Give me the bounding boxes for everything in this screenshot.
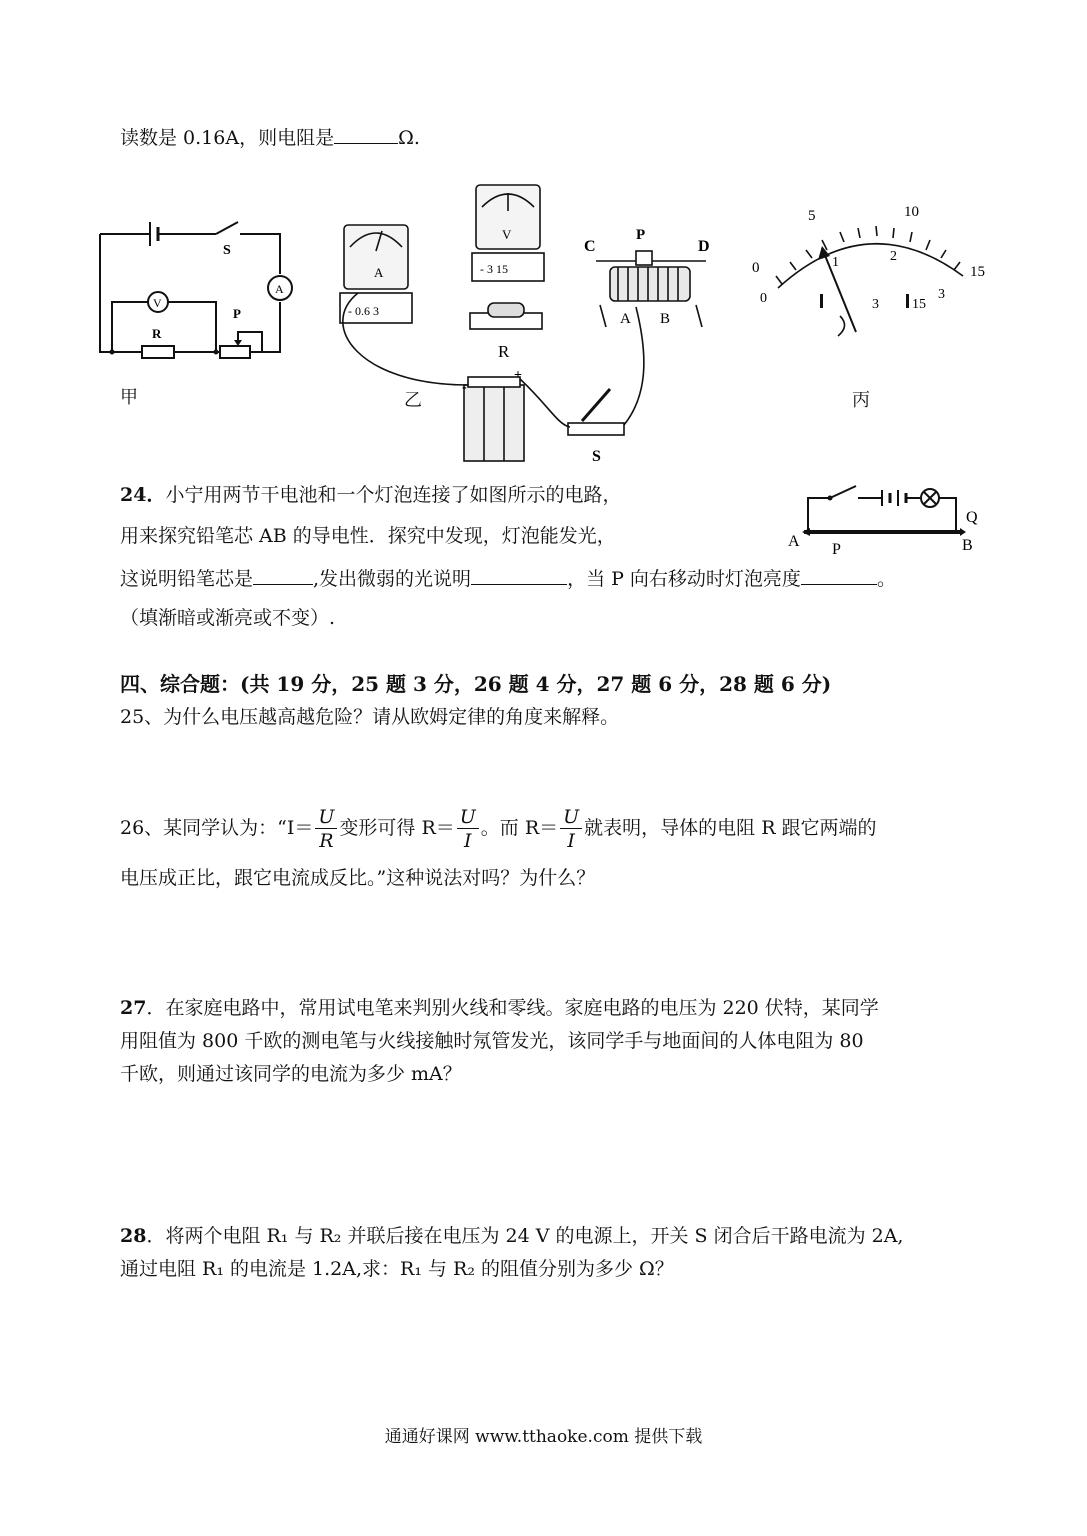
q24-line-4: （填渐暗或渐亮或不变）.: [120, 607, 336, 629]
figure-yi-label: 乙: [404, 390, 422, 411]
dial-top-15: 15: [970, 264, 985, 280]
yi-rheostat-P: P: [636, 227, 646, 243]
q26-line-1: [120, 803, 877, 853]
yi-switch-label: S: [592, 448, 601, 465]
jia-slider-label: P: [233, 306, 241, 321]
rheostat-icon: [596, 251, 706, 327]
figure-jia-label: 甲: [120, 387, 138, 408]
q27-line-1: [120, 995, 879, 1021]
q24-line-3: [120, 564, 896, 592]
q24-text-1: 小宁用两节干电池和一个灯泡连接了如图所示的电路，: [165, 484, 622, 506]
q25-text: 25、为什么电压越高越危险？请从欧姆定律的角度来解释。: [120, 706, 620, 728]
q26-text-c: 。而 R＝: [480, 817, 559, 839]
jia-voltmeter-label: V: [153, 296, 162, 310]
q23-tail-text: 读数是 0.16A，则电阻是: [120, 127, 335, 149]
yi-rheostat-B: B: [660, 311, 671, 327]
dial-top-0: 0: [752, 260, 760, 276]
figure-bing-label: 丙: [852, 390, 870, 411]
yi-rheostat-A: A: [620, 311, 631, 327]
q26-text-a: 26、某同学认为：“I＝: [120, 817, 314, 839]
q24-text-3a: 这说明铅笔芯是: [120, 568, 254, 590]
switch-icon: [568, 389, 624, 435]
dial-terminal-15: 15: [912, 297, 926, 312]
q26-text-b: 变形可得 R＝: [339, 817, 455, 839]
formula-u-over-i-2: $\frac{U}{I}$: [560, 806, 582, 853]
figure-jia-circuit: [98, 222, 298, 362]
q28-number: 28: [120, 1225, 147, 1247]
q27-number: 27: [120, 997, 147, 1019]
page-footer: 通通好课网 www.tthaoke.com 提供下载: [384, 1427, 703, 1447]
answer-blank-brightness[interactable]: [801, 564, 877, 585]
q24-fig-P: P: [832, 541, 841, 558]
q27-line-3: 千欧，则通过该同学的电流为多少 mA？: [120, 1063, 462, 1085]
yi-battery-plus: +: [514, 368, 522, 383]
dial-top-10: 10: [904, 204, 919, 220]
q27-line-2: 用阻值为 800 千欧的测电笔与火线接触时氖管发光，该同学手与地面间的人体电阻为 80: [120, 1030, 864, 1052]
dial-top-5: 5: [808, 208, 816, 224]
yi-rheostat-D: D: [698, 238, 710, 255]
answer-blank-resistance[interactable]: [334, 123, 398, 144]
q24-fig-A: A: [788, 533, 800, 550]
section-4-title: 四、综合题：(共 19 分，25 题 3 分，26 题 4 分，27 题 6 分，28 题 6 分): [120, 672, 832, 696]
q24-text-3c: ，当 P 向右移动时灯泡亮度: [567, 568, 801, 590]
figure-bing-dial: [748, 198, 998, 348]
dial-bottom-3: 3: [938, 287, 945, 302]
q27-text-1: ．在家庭电路中，常用试电笔来判别火线和零线。家庭电路的电压为 220 伏特，某同学: [146, 997, 879, 1019]
resistor-icon: [470, 303, 542, 329]
q24-text-3b: ,发出微弱的光说明: [313, 568, 472, 590]
jia-resistor-label: R: [152, 326, 162, 341]
q23-tail-line: [120, 123, 420, 151]
dial-bottom-1: 1: [832, 255, 839, 270]
yi-voltmeter-symbol: V: [502, 227, 512, 242]
q24-text-3d: 。: [876, 568, 896, 590]
q24-line-2: 用来探究铅笔芯 AB 的导电性．探究中发现，灯泡能发光，: [120, 525, 616, 547]
jia-switch-label: S: [223, 243, 231, 258]
yi-ammeter-scale: - 0.6 3: [348, 304, 379, 318]
q24-line-1: 24．小宁用两节干电池和一个灯泡连接了如图所示的电路，: [120, 484, 622, 506]
q28-line-2: 通过电阻 R₁ 的电流是 1.2A,求：R₁ 与 R₂ 的阻值分别为多少 Ω？: [120, 1258, 674, 1280]
answer-blank-weak-light[interactable]: [471, 564, 567, 585]
q28-text-1: ．将两个电阻 R₁ 与 R₂ 并联后接在电压为 24 V 的电源上，开关 S 闭合后干路电流为 2A,: [146, 1225, 904, 1247]
dial-terminal-3: 3: [872, 297, 879, 312]
yi-resistor-label: R: [498, 342, 510, 361]
formula-u-over-i-1: $\frac{U}{I}$: [457, 806, 479, 853]
jia-ammeter-label: A: [275, 282, 284, 296]
dial-bottom-0: 0: [760, 291, 767, 306]
yi-battery-minus: -: [462, 380, 467, 395]
q24-fig-B: B: [962, 537, 973, 554]
q28-line-1: [120, 1223, 903, 1249]
q26-text-d: 就表明，导体的电阻 R 跟它两端的: [584, 817, 877, 839]
yi-voltmeter-scale: - 3 15: [480, 262, 508, 276]
dial-bottom-2: 2: [890, 249, 897, 264]
q26-line-2: 电压成正比，跟它电流成反比。”这种说法对吗？为什么？: [120, 867, 596, 889]
figure-yi-apparatus: [318, 175, 718, 475]
battery-icon: [464, 377, 524, 461]
q24-number: 24: [120, 484, 147, 506]
formula-u-over-r: $\frac{U}{R}$: [315, 806, 337, 853]
answer-blank-conductor[interactable]: [253, 564, 313, 585]
q24-fig-Q: Q: [966, 509, 978, 526]
yi-rheostat-C: C: [584, 238, 596, 255]
yi-ammeter-symbol: A: [374, 265, 384, 280]
q23-unit: Ω.: [398, 127, 420, 149]
q24-pencil-circuit: [788, 484, 988, 558]
